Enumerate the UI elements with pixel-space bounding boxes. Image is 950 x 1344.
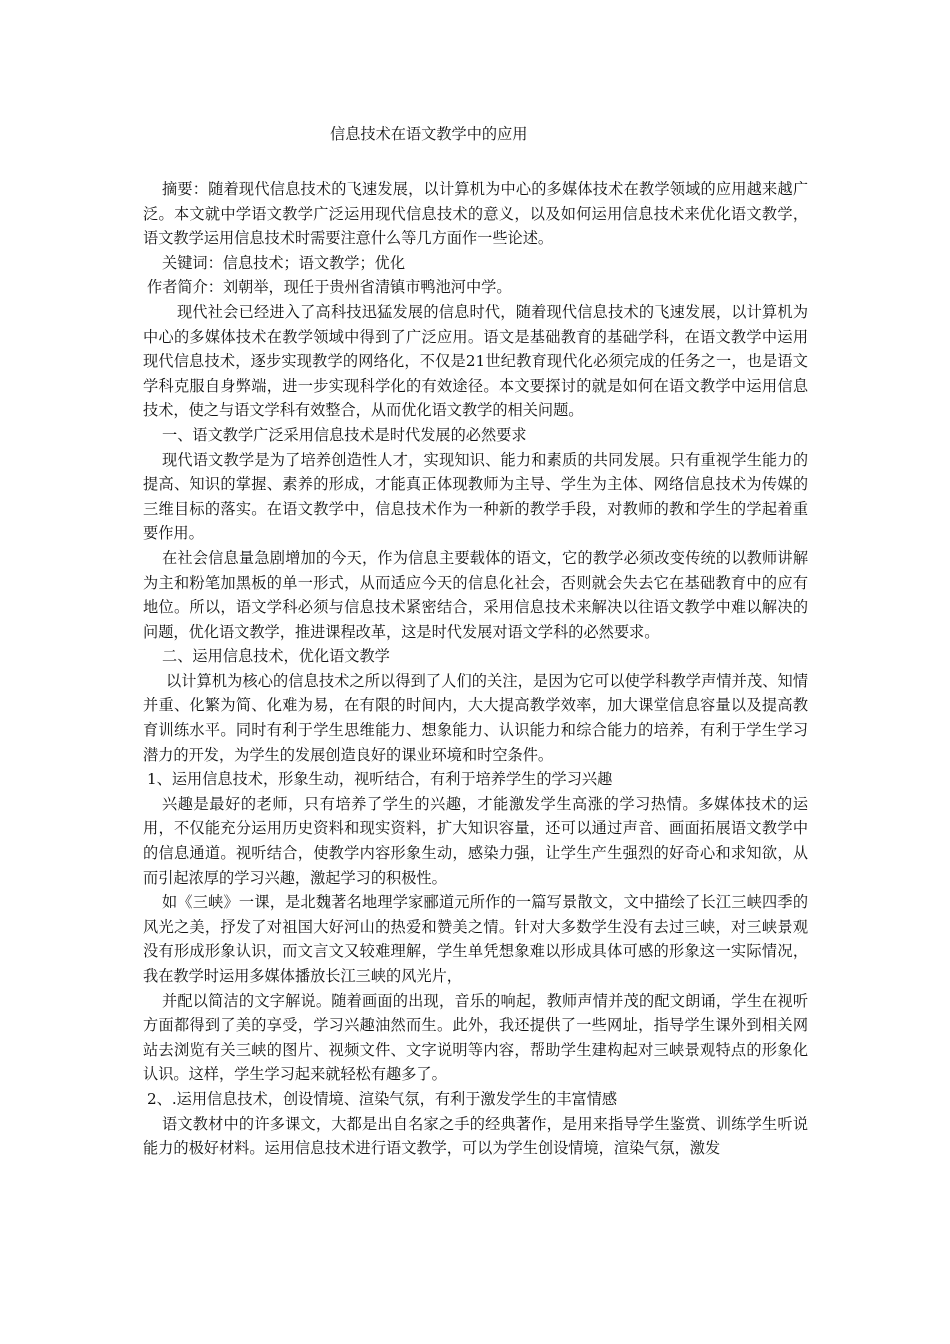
body-paragraph: 语文教材中的许多课文，大都是出自名家之手的经典著作，是用来指导学生鉴赏、训练学生听说能力的极好材料。运用信息技术进行语文教学，可以为学生创设情境，渲染气氛，激发 (143, 1114, 808, 1158)
subsection-heading-2: 2、.运用信息技术，创设情境、渲染气氛，有利于激发学生的丰富情感 (147, 1089, 618, 1108)
keywords-line: 关键词：信息技术；语文教学；优化 (162, 253, 405, 272)
body-paragraph: 现代语文教学是为了培养创造性人才，实现知识、能力和素质的共同发展。只有重视学生能力的提高、知识的掌握、素养的形成，才能真正体现教师为主导、学生为主体、网络信息技术为传媒的三维目标的落实。在语文教学中，信息技术作为一种新的教学手段，对教师的教和学生的学起着重要作用。 (143, 450, 808, 543)
body-paragraph: 兴趣是最好的老师，只有培养了学生的兴趣，才能激发学生高涨的学习热情。多媒体技术的运用，不仅能充分运用历史资料和现实资料，扩大知识容量，还可以通过声音、画面拓展语文教学中的信息通道。视听结合，使教学内容形象生动，感染力强，让学生产生强烈的好奇心和求知欲，从而引起浓厚的学习兴趣，激起学习的积极性。 (143, 794, 808, 887)
body-paragraph: 在社会信息量急剧增加的今天，作为信息主要载体的语文，它的教学必须改变传统的以教师讲解为主和粉笔加黑板的单一形式，从而适应今天的信息化社会，否则就会失去它在基础教育中的应有地位。所以，语文学科必须与信息技术紧密结合，采用信息技术来解决以往语文教学中难以解决的问题，优化语文教学，推进课程改革，这是时代发展对语文学科的必然要求。 (143, 548, 808, 641)
body-paragraph: 以计算机为核心的信息技术之所以得到了人们的关注，是因为它可以使学科教学声情并茂、知情并重、化繁为简、化难为易，在有限的时间内，大大提高教学效率，加大课堂信息容量以及提高教育训练水平。同时有利于学生思维能力、想象能力、认识能力和综合能力的培养，有利于学生学习潜力的开发，为学生的发展创造良好的课业环境和时空条件。 (143, 671, 808, 764)
body-paragraph: 并配以简洁的文字解说。随着画面的出现，音乐的响起，教师声情并茂的配文朗诵，学生在视听方面都得到了美的享受，学习兴趣油然而生。此外，我还提供了一些网址，指导学生课外到相关网站去浏览有关三峡的图片、视频文件、文字说明等内容，帮助学生建构起对三峡景观特点的形象化认识。这样，学生学习起来就轻松有趣多了。 (143, 991, 808, 1084)
abstract-paragraph: 摘要：随着现代信息技术的飞速发展，以计算机为中心的多媒体技术在教学领域的应用越来越广泛。本文就中学语文教学广泛运用现代信息技术的意义，以及如何运用信息技术来优化语文教学，语文教学运用信息技术时需要注意什么等几方面作一些论述。 (143, 180, 808, 248)
subsection-heading-1: 1、运用信息技术，形象生动，视听结合，有利于培养学生的学习兴趣 (147, 770, 613, 789)
section-heading-1: 一、语文教学广泛采用信息技术是时代发展的必然要求 (162, 425, 527, 444)
document-title: 信息技术在语文教学中的应用 (330, 125, 528, 143)
document-body (143, 177, 808, 1161)
body-paragraph: 如《三峡》一课，是北魏著名地理学家郦道元所作的一篇写景散文，文中描绘了长江三峡四季的风光之美，抒发了对祖国大好河山的热爱和赞美之情。针对大多数学生没有去过三峡，对三峡景观没有形成形象认识，而文言文又较难理解，学生单凭想象难以形成具体可感的形象这一实际情况，我在教学时运用多媒体播放长江三峡的风光片， (143, 893, 808, 985)
intro-paragraph: 现代社会已经进入了高科技迅猛发展的信息时代，随着现代信息技术的飞速发展，以计算机为中心的多媒体技术在教学领域中得到了广泛应用。语文是基础教育的基础学科，在语文教学中运用现代信息技术，逐步实现教学的网络化，不仅是21世纪教育现代化必须完成的任务之一，也是语文学科克服自身弊端，进一步实现科学化的有效途径。本文要探讨的就是如何在语文教学中运用信息技术，使之与语文学科有效整合，从而优化语文教学的相关问题。 (143, 302, 808, 420)
author-line: 作者简介：刘朝举，现任于贵州省清镇市鸭池河中学。 (147, 278, 512, 297)
section-heading-2: 二、运用信息技术，优化语文教学 (162, 647, 390, 666)
